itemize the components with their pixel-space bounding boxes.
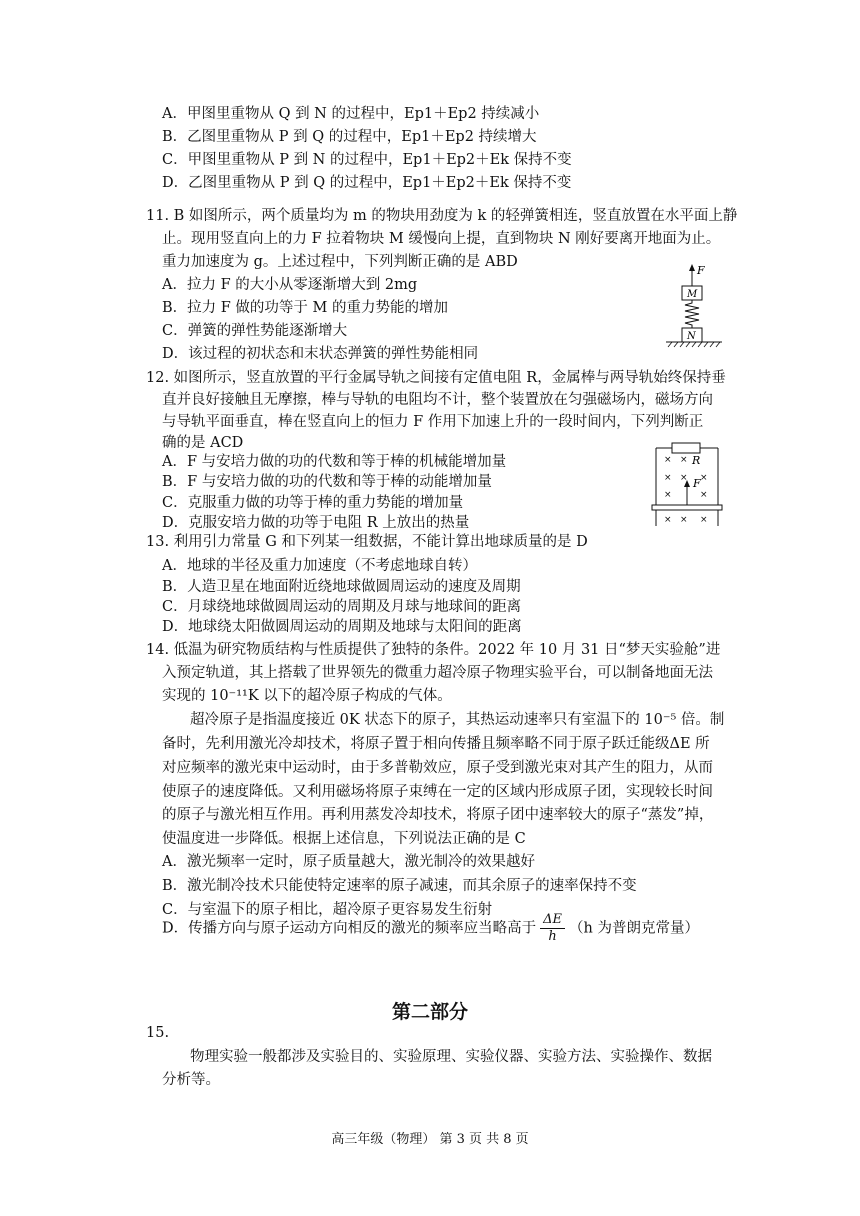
q15-stem-line2: 分析等。	[162, 1072, 220, 1088]
q11-option-b: B．拉力 F 做的功等于 M 的重力势能的增加	[162, 300, 448, 316]
q12-stem-line2: 直并良好接触且无摩擦，棒与导轨的电阻均不计，整个装置放在匀强磁场内，磁场方向	[162, 392, 713, 408]
q13-option-c: C．月球绕地球做圆周运动的周期及月球与地球间的距离	[162, 599, 522, 615]
svg-text:×: ×	[664, 473, 672, 483]
q10-option-a: A．甲图里重物从 Q 到 N 的过程中，Ep1＋Ep2 持续减小	[162, 106, 540, 122]
q14-stem-line2: 入预定轨道，其上搭载了世界领先的微重力超冷原子物理实验平台，可以制备地面无法	[162, 665, 713, 681]
svg-text:×: ×	[664, 515, 672, 525]
delta-e-over-h-fraction: $\frac{\Delta E}{h}$	[540, 912, 565, 945]
q11-option-c: C．弹簧的弹性势能逐渐增大	[162, 323, 348, 339]
q10-option-b: B．乙图里重物从 P 到 Q 的过程中，Ep1＋Ep2 持续增大	[162, 129, 537, 145]
q12-resistor-label: R	[692, 454, 701, 467]
q14-option-c: C．与室温下的原子相比，超冷原子更容易发生衍射	[162, 902, 493, 918]
q15-number: 15.	[146, 1025, 170, 1041]
q14-para2-line6: 使温度进一步降低。根据上述信息，下列说法正确的是 C	[162, 831, 526, 847]
q12-option-a: A．F 与安培力做的功的代数和等于棒的机械能增加量	[162, 454, 507, 470]
q15-stem-line1: 物理实验一般都涉及实验目的、实验原理、实验仪器、实验方法、实验操作、数据	[190, 1049, 712, 1065]
q12-force-label: F	[693, 477, 701, 490]
svg-text:×: ×	[680, 455, 688, 465]
q14-para2-line5: 的原子与激光相互作用。再利用蒸发冷却技术，将原子团中速率较大的原子“蒸发”掉，	[162, 807, 714, 823]
q11-option-a: A．拉力 F 的大小从零逐渐增大到 2mg	[162, 277, 418, 293]
q13-option-b: B．人造卫星在地面附近绕地球做圆周运动的速度及周期	[162, 579, 521, 595]
svg-text:×: ×	[680, 473, 688, 483]
q12-stem-line3: 与导轨平面垂直，棒在竖直向上的恒力 F 作用下加速上升的一段时间内，下列判断正	[162, 414, 704, 430]
q14-option-d	[162, 912, 699, 945]
q14-para2-line4: 使原子的速度降低。又利用磁场将原子束缚在一定的区域内形成原子团，实现较长时间	[162, 784, 713, 800]
q11-block-n-label: N	[687, 331, 696, 342]
q10-option-d: D．乙图里重物从 P 到 Q 的过程中，Ep1＋Ep2＋Ek 保持不变	[162, 175, 572, 191]
q14-option-b: B．激光制冷技术只能使特定速率的原子减速，而其余原子的速率保持不变	[162, 878, 637, 894]
q12-option-b: B．F 与安培力做的功的代数和等于棒的动能增加量	[162, 474, 492, 490]
svg-text:×: ×	[664, 455, 672, 465]
svg-text:×: ×	[700, 490, 708, 500]
q12-stem-line1: 12. 如图所示，竖直放置的平行金属导轨之间接有定值电阻 R，金属棒与两导轨始终保持垂	[146, 370, 726, 386]
q11-block-m-label: M	[687, 289, 698, 300]
q11-stem-line1: 11. B 如图所示，两个质量均为 m 的物块用劲度为 k 的轻弹簧相连，竖直放置在水平面上静	[146, 208, 738, 224]
q14-option-a: A．激光频率一定时，原子质量越大，激光制冷的效果越好	[162, 854, 535, 870]
q14-option-d-note: （h 为普朗克常量）	[569, 920, 699, 937]
q14-para2-line3: 对应频率的激光束中运动时，由于多普勒效应，原子受到激光束对其产生的阻力，从而	[162, 760, 713, 776]
page-footer: 高三年级（物理） 第 3 页 共 8 页	[331, 1132, 529, 1147]
svg-text:×: ×	[700, 473, 708, 483]
q11-stem-line3: 重力加速度为 g。上述过程中，下列判断正确的是 ABD	[162, 254, 518, 270]
q13-option-a: A．地球的半径及重力加速度（不考虑地球自转）	[162, 558, 477, 574]
q14-para2-line1: 超冷原子是指温度接近 0K 状态下的原子，其热运动速率只有室温下的 10⁻⁵ 倍。制	[190, 712, 725, 728]
q13-option-d: D．地球绕太阳做圆周运动的周期及地球与太阳间的距离	[162, 619, 522, 635]
svg-text:×: ×	[680, 515, 688, 525]
q12-option-d: D．克服安培力做的功等于电阻 R 上放出的热量	[162, 515, 470, 531]
q12-stem-line4: 确的是 ACD	[162, 435, 244, 451]
q11-option-d: D．该过程的初状态和末状态弹簧的弹性势能相同	[162, 346, 479, 362]
q14-stem-line3: 实现的 10⁻¹¹K 以下的超冷原子构成的气体。	[162, 688, 452, 704]
svg-text:×: ×	[700, 515, 708, 525]
svg-text:×: ×	[664, 490, 672, 500]
section-title: 第二部分	[391, 1001, 468, 1023]
q12-option-c: C．克服重力做的功等于棒的重力势能的增加量	[162, 495, 464, 511]
q11-stem-line2: 止。现用竖直向上的力 F 拉着物块 M 缓慢向上提，直到物块 N 刚好要离开地面为止。	[162, 231, 721, 247]
q14-stem-line1: 14. 低温为研究物质结构与性质提供了独特的条件。2022 年 10 月 31 日“梦天实验舱”进	[146, 642, 721, 658]
q12-rail-figure	[650, 438, 730, 528]
q10-option-c: C．甲图里重物从 P 到 N 的过程中，Ep1＋Ep2＋Ek 保持不变	[162, 152, 572, 168]
q11-force-label: F	[697, 264, 705, 277]
q11-spring-figure	[660, 262, 730, 354]
q14-para2-line2: 备时，先利用激光冷却技术，将原子置于相向传播且频率略不同于原子跃迁能级ΔE 所	[162, 736, 710, 752]
q13-stem: 13. 利用引力常量 G 和下列某一组数据，不能计算出地球质量的是 D	[146, 534, 588, 550]
q14-option-d-text: D．传播方向与原子运动方向相反的激光的频率应当略高于	[162, 920, 537, 937]
